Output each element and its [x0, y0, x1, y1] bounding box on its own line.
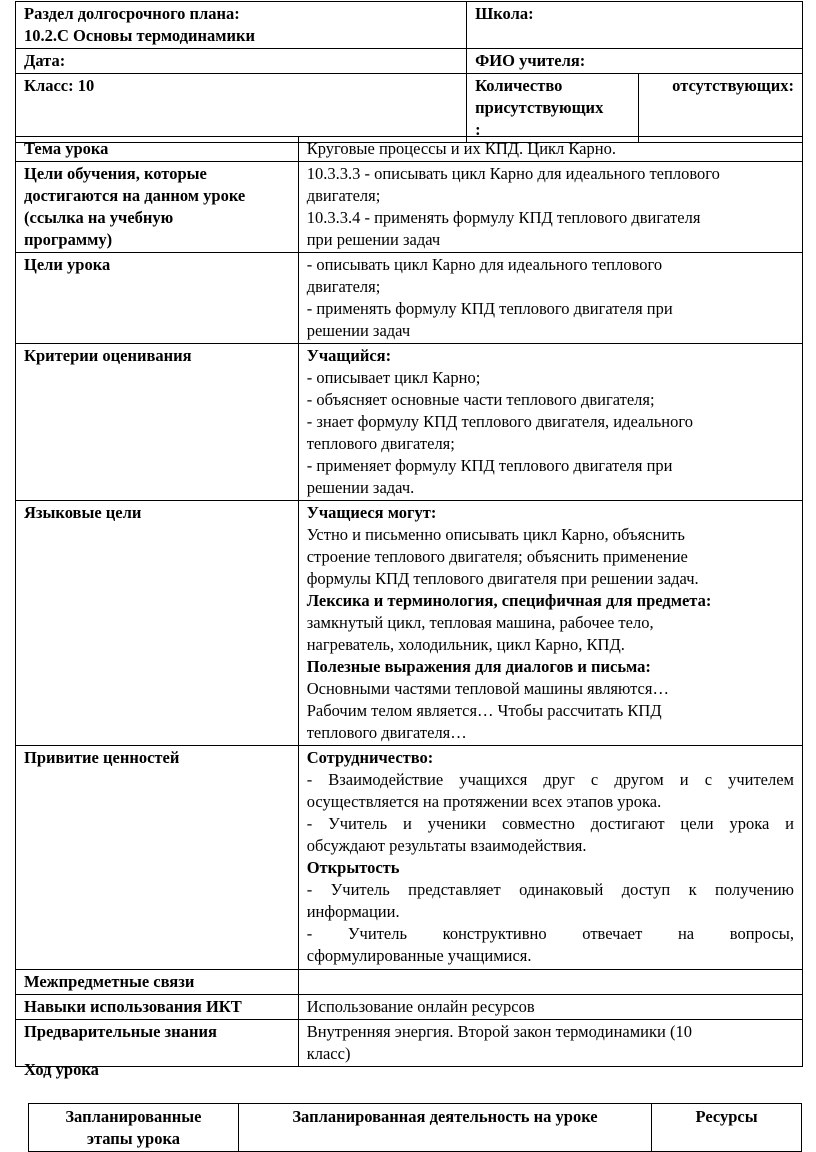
topic-label: Тема урока [16, 137, 299, 162]
lesson-goals-value [298, 253, 802, 344]
terminology-line: замкнутый цикл, тепловая машина, рабочее тело, [306, 613, 654, 632]
values-label: Привитие ценностей [16, 746, 299, 970]
topic-row [16, 137, 803, 162]
ict-value: Использование онлайн ресурсов [298, 995, 802, 1020]
planned-activity-header: Запланированная деятельность на уроке [238, 1104, 651, 1152]
language-goals-value [298, 501, 802, 746]
learning-goal-line: при решении задач [306, 230, 441, 249]
topic-value: Круговые процессы и их КПД. Цикл Карно. [298, 137, 802, 162]
language-line: Устно и письменно описывать цикл Карно, объяснить [306, 525, 685, 544]
prior-knowledge-line: класс) [306, 1044, 351, 1063]
values-line: - Учитель и ученики совместно достигают цели урока и [306, 814, 794, 833]
phrases-line: Основными частями тепловой машины являются… [306, 679, 669, 698]
learning-goals-value [298, 162, 802, 253]
values-line: обсуждают результаты взаимодействия. [306, 836, 587, 855]
lesson-goal-line: - описывать цикл Карно для идеального теплового [306, 255, 663, 274]
present-label-line1: Количество [475, 76, 563, 95]
openness-heading: Открытость [306, 858, 400, 877]
values-line: осуществляется на протяжении всех этапов урока. [306, 792, 662, 811]
terminology-line: нагреватель, холодильник, цикл Карно, КПД. [306, 635, 625, 654]
learning-goal-line: 10.3.3.3 - описывать цикл Карно для идеального теплового [306, 164, 720, 183]
ict-label: Навыки использования ИКТ [16, 995, 299, 1020]
planned-stages-header-line: Запланированные [65, 1107, 202, 1126]
present-count-cell [467, 74, 639, 143]
lesson-goals-label: Цели урока [16, 253, 299, 344]
values-line: информации. [306, 902, 400, 921]
language-goals-row [16, 501, 803, 746]
lesson-progress-heading: Ход урока [24, 1060, 99, 1079]
learning-goals-label-line: достигаются на данном уроке [24, 186, 246, 205]
header-table [15, 1, 803, 143]
learning-goal-line: двигателя; [306, 186, 381, 205]
learning-goal-line: 10.3.3.4 - применять формулу КПД теплового двигателя [306, 208, 701, 227]
criteria-line: - знает формулу КПД теплового двигателя, идеального [306, 412, 693, 431]
terminology-heading: Лексика и терминология, специфичная для предмета: [306, 591, 712, 610]
lesson-stages-table [28, 1103, 802, 1152]
section-value: 10.2.С Основы термодинамики [24, 26, 255, 45]
date-label: Дата: [24, 51, 66, 70]
language-line: формулы КПД теплового двигателя при решении задач. [306, 569, 699, 588]
students-can-heading: Учащиеся могут: [306, 503, 437, 522]
criteria-line: теплового двигателя; [306, 434, 455, 453]
school-cell [467, 2, 803, 49]
lesson-goals-row [16, 253, 803, 344]
teacher-cell [467, 49, 803, 74]
date-cell [16, 49, 467, 74]
criteria-line: - описывает цикл Карно; [306, 368, 481, 387]
criteria-line: решении задач. [306, 478, 415, 497]
criteria-row [16, 344, 803, 501]
values-line: сформулированные учащимися. [306, 946, 532, 965]
lesson-goal-line: решении задач [306, 321, 411, 340]
prior-knowledge-label: Предварительные знания [16, 1020, 299, 1067]
present-label-line2: присутствующих [475, 98, 604, 117]
values-line: - Учитель конструктивно отвечает на вопросы, [306, 924, 794, 943]
language-goals-label: Языковые цели [16, 501, 299, 746]
section-label: Раздел долгосрочного плана: [24, 4, 240, 23]
planned-stages-header [29, 1104, 239, 1152]
grade-cell [16, 74, 467, 143]
prior-knowledge-line: Внутренняя энергия. Второй закон термодинамики (10 [306, 1022, 692, 1041]
teacher-label: ФИО учителя: [475, 51, 586, 70]
phrases-line: Рабочим телом является… Чтобы рассчитать КПД [306, 701, 662, 720]
school-label: Школа: [475, 4, 534, 23]
values-line: - Учитель представляет одинаковый доступ к получению [306, 880, 794, 899]
phrases-heading: Полезные выражения для диалогов и письма: [306, 657, 651, 676]
language-line: строение теплового двигателя; объяснить применение [306, 547, 688, 566]
lesson-plan-table [15, 136, 803, 1067]
cooperation-heading: Сотрудничество: [306, 748, 434, 767]
lesson-goal-line: - применять формулу КПД теплового двигателя при [306, 299, 673, 318]
criteria-label: Критерии оценивания [16, 344, 299, 501]
values-row [16, 746, 803, 970]
resources-header: Ресурсы [652, 1104, 802, 1152]
absent-label: отсутствующих: [672, 76, 794, 95]
learning-goals-row [16, 162, 803, 253]
criteria-line: - применяет формулу КПД теплового двигателя при [306, 456, 673, 475]
learning-goals-label-line: (ссылка на учебную [24, 208, 174, 227]
values-value [298, 746, 802, 970]
criteria-line: - объясняет основные части теплового двигателя; [306, 390, 655, 409]
values-line: - Взаимодействие учащихся друг с другом и с учителем [306, 770, 794, 789]
prior-knowledge-value [298, 1020, 802, 1067]
cross-curricular-row [16, 970, 803, 995]
long-term-plan-section [16, 2, 467, 49]
grade-label: Класс: 10 [24, 76, 95, 95]
learning-goals-label [16, 162, 299, 253]
learning-goals-label-line: программу) [24, 230, 113, 249]
planned-stages-header-line: этапы урока [86, 1129, 180, 1148]
ict-row [16, 995, 803, 1020]
prior-knowledge-row [16, 1020, 803, 1067]
cross-curricular-value [298, 970, 802, 995]
phrases-line: теплового двигателя… [306, 723, 467, 742]
criteria-value [298, 344, 802, 501]
criteria-heading: Учащийся: [306, 346, 392, 365]
absent-count-cell [639, 74, 803, 143]
cross-curricular-label: Межпредметные связи [16, 970, 299, 995]
learning-goals-label-line: Цели обучения, которые [24, 164, 207, 183]
lesson-goal-line: двигателя; [306, 277, 381, 296]
present-label-line3: : [475, 120, 481, 139]
